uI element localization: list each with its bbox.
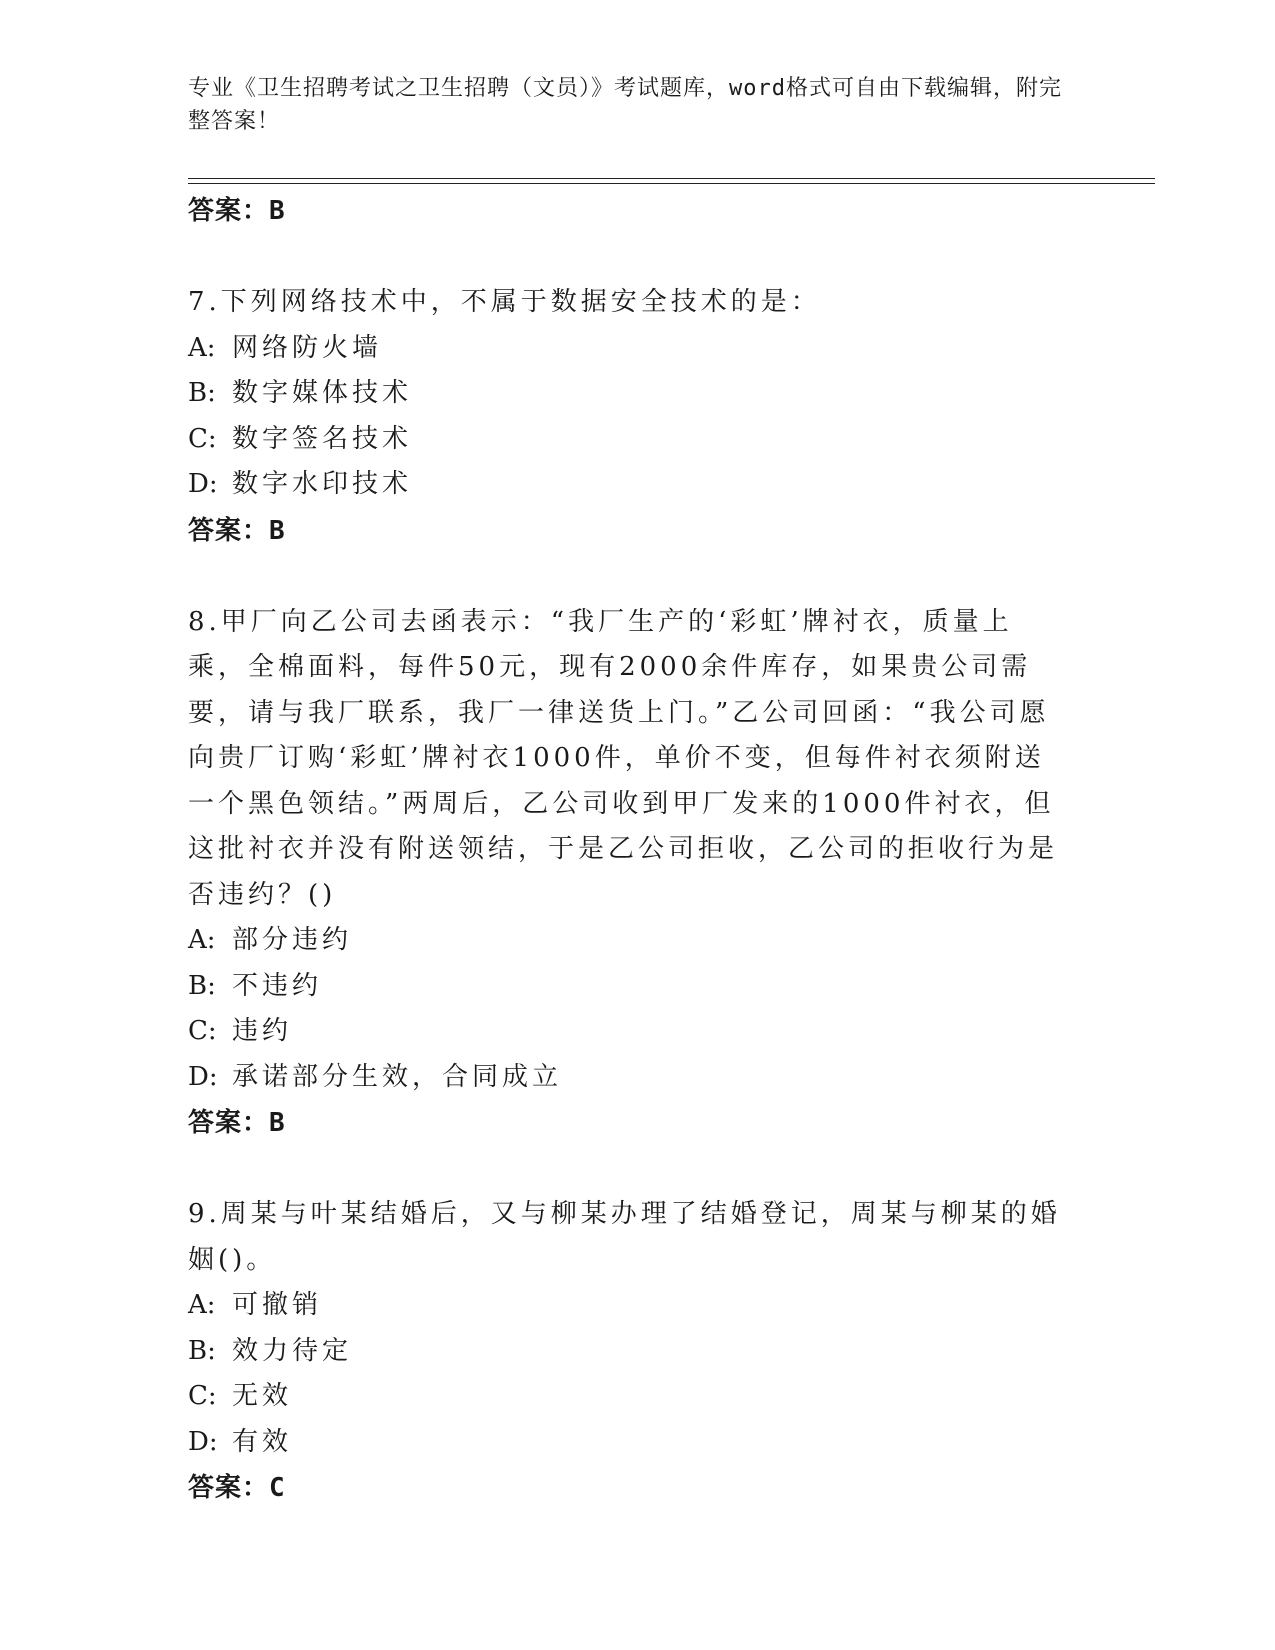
option-c (188, 1009, 1088, 1055)
option-c (188, 1374, 1088, 1420)
question-9 (188, 1192, 1088, 1511)
option-d (188, 1420, 1088, 1466)
option-text: 数字签名技术 (232, 423, 413, 454)
option-letter: A: (188, 332, 216, 363)
option-text: 无效 (232, 1381, 293, 1411)
option-a (188, 326, 1088, 372)
previous-answer: 答案：B (188, 196, 286, 226)
option-text: 数字水印技术 (232, 469, 413, 499)
question-stem: 9.周某与叶某结婚后，又与柳某办理了结婚登记，周某与柳某的婚姻()。 (188, 1199, 1061, 1275)
option-text: 不违约 (232, 970, 323, 1001)
option-letter: B: (188, 970, 216, 1001)
option-d (188, 462, 1088, 508)
question-7 (188, 280, 1088, 554)
option-letter: B: (188, 1335, 216, 1366)
answer-8: 答案：B (188, 1108, 286, 1138)
option-text: 有效 (232, 1426, 293, 1457)
option-letter: A: (188, 1290, 216, 1320)
document-header: 专业《卫生招聘考试之卫生招聘（文员）》考试题库，word格式可自由下载编辑，附完整答案！ (188, 76, 1062, 134)
option-text: 网络防火墙 (232, 332, 383, 363)
option-b (188, 371, 1088, 417)
option-b (188, 964, 1088, 1010)
answer-9: 答案：C (188, 1473, 286, 1503)
header-rule-top (188, 178, 1155, 179)
option-a (188, 1283, 1088, 1329)
question-list (188, 188, 1088, 1511)
option-text: 违约 (232, 1016, 293, 1046)
option-letter: A: (188, 925, 216, 955)
option-letter: D: (188, 469, 218, 499)
option-text: 效力待定 (232, 1335, 353, 1366)
question-8 (188, 600, 1088, 1147)
option-letter: B: (188, 378, 216, 408)
option-letter: C: (188, 423, 217, 454)
option-text: 可撤销 (232, 1290, 323, 1320)
option-text: 部分违约 (232, 925, 353, 955)
option-c (188, 417, 1088, 463)
question-stem: 7.下列网络技术中，不属于数据安全技术的是： (188, 287, 821, 317)
option-letter: C: (188, 1016, 217, 1046)
option-d (188, 1055, 1088, 1101)
option-text: 承诺部分生效，合同成立 (232, 1061, 563, 1092)
header-rule-bottom (188, 183, 1155, 184)
option-letter: C: (188, 1381, 217, 1411)
option-letter: D: (188, 1426, 218, 1457)
option-a (188, 918, 1088, 964)
question-stem: 8.甲厂向乙公司去函表示：“我厂生产的‘彩虹’牌衬衣，质量上乘，全棉面料，每件50元，现有2000余件库存，如果贵公司需要，请与我厂联系，我厂一律送货上门。”乙公司回函：“我公司愿向贵厂订购‘彩虹’牌衬衣1000件，单价不变，但每件衬衣须附送一个黑色领结。”两周后，乙公司收到甲厂发来的1000件衬衣，但这批衬衣并没有附送领结，于是乙公司拒收，乙公司的拒收行为是否违约？() (188, 606, 1059, 910)
option-text: 数字媒体技术 (232, 378, 413, 408)
option-letter: D: (188, 1061, 218, 1092)
answer-7: 答案：B (188, 515, 286, 546)
option-b (188, 1329, 1088, 1375)
